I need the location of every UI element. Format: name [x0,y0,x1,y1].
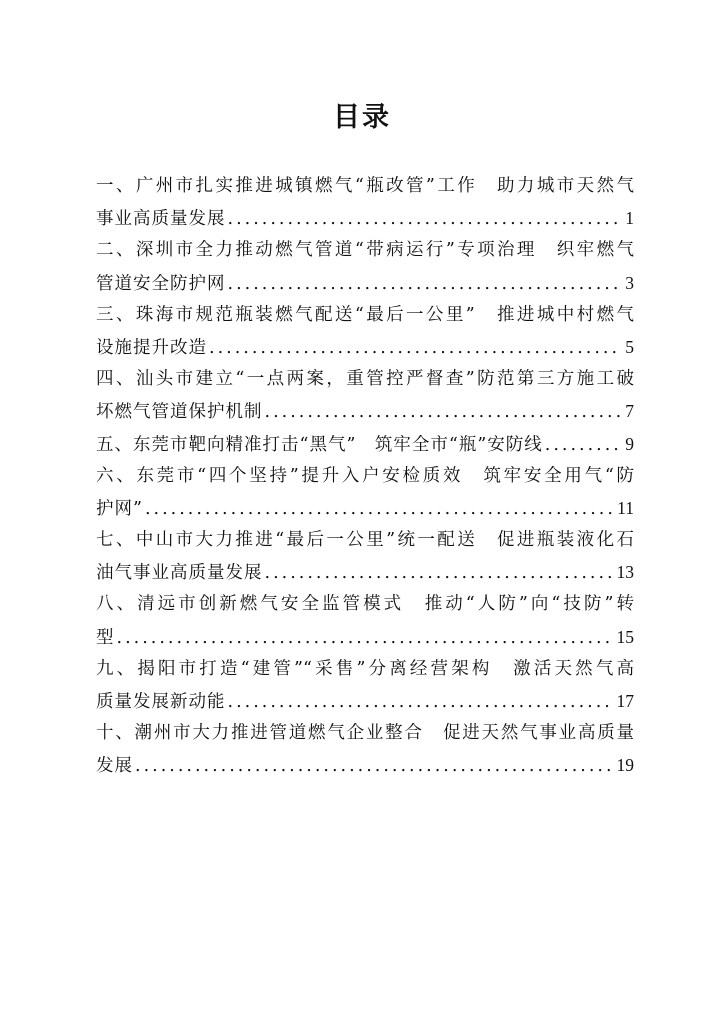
toc-page-number: 7 [625,401,634,422]
toc-entry-9[interactable] [96,653,634,717]
dot-leader [228,686,613,717]
toc-entry-title-end: 五、东莞市靶向精准打击“黑气” 筑牢全市“瓶”安防线 [96,434,543,455]
dot-leader [228,203,622,234]
toc-entry-8[interactable] [96,588,634,652]
dot-leader [135,750,613,781]
toc-entry-leader-line [96,621,634,653]
toc-entry-title-line: 四、汕头市建立“一点两案，重管控严督查”防范第三方施工破 [96,369,634,390]
toc-page-number: 5 [625,336,634,357]
toc-entry-title-line: 一、广州市扎实推进城镇燃气“瓶改管”工作 助力城市天然气 [96,176,634,196]
toc-entry-3[interactable] [96,299,634,363]
toc-entry-title-line: 九、揭阳市打造“建管”“采售”分离经营架构 激活天然气高 [96,658,634,679]
toc-page-number: 11 [617,497,634,518]
toc-entry-title-end: 设施提升改造 [96,337,207,358]
toc-entry-leader-line [96,749,634,781]
toc-entry-leader-line [96,267,634,299]
toc-entry-title-end: 坏燃气管道保护机制 [96,402,263,423]
toc-entry-title-end: 护网” [96,498,143,519]
toc-page-number: 9 [625,433,634,454]
toc-page-number: 17 [616,691,634,711]
toc-entry-leader-line [96,202,634,234]
toc-entry-leader-line [96,331,634,363]
toc-page-number: 13 [616,562,634,583]
dot-leader [265,557,613,588]
dot-leader [209,332,621,363]
toc-page-number: 1 [625,208,634,229]
dot-leader [117,622,613,653]
toc-entry-title-end: 事业高质量发展 [96,209,226,230]
toc-entry-title-end: 发展 [96,756,133,777]
dot-leader [545,429,621,460]
toc-entry-title-line: 二、深圳市全力推动燃气管道“带病运行”专项治理 织牢燃气 [96,240,634,261]
toc-entry-leader-line [96,492,634,524]
dot-leader [145,493,613,524]
toc-entry-5[interactable] [96,428,634,460]
toc-list [96,170,634,782]
toc-entry-leader-line [96,685,634,717]
toc-entry-title-line: 三、珠海市规范瓶装燃气配送“最后一公里” 推进城中村燃气 [96,304,634,325]
dot-leader [265,396,622,427]
toc-entry-10[interactable] [96,717,634,781]
toc-entry-title-line: 八、清远市创新燃气安全监管模式 推动“人防”向“技防”转 [96,594,634,615]
toc-entry-4[interactable] [96,363,634,427]
toc-entry-title-end: 质量发展新动能 [96,692,226,712]
toc-entry-title-line: 七、中山市大力推进“最后一公里”统一配送 促进瓶装液化石 [96,530,634,551]
toc-entry-title-line: 十、潮州市大力推进管道燃气企业整合 促进天然气事业高质量 [96,723,634,744]
toc-entry-leader-line [96,395,634,427]
toc-entry-leader-line [96,556,634,588]
toc-entry-title-end: 型 [96,627,115,648]
toc-entry-1[interactable] [96,170,634,234]
toc-entry-title-end: 管道安全防护网 [96,273,226,294]
toc-entry-2[interactable] [96,234,634,298]
toc-page-number: 19 [616,755,634,776]
toc-entry-leader-line [96,428,634,460]
toc-entry-6[interactable] [96,460,634,524]
toc-entry-title-line: 六、东莞市“四个坚持”提升入户安检质效 筑牢安全用气“防 [96,465,634,486]
toc-entry-title-end: 油气事业高质量发展 [96,563,263,584]
toc-page-number: 15 [616,626,634,647]
dot-leader [228,268,622,299]
toc-page-number: 3 [625,272,634,293]
toc-entry-7[interactable] [96,524,634,588]
toc-title: 目录 [333,102,391,133]
